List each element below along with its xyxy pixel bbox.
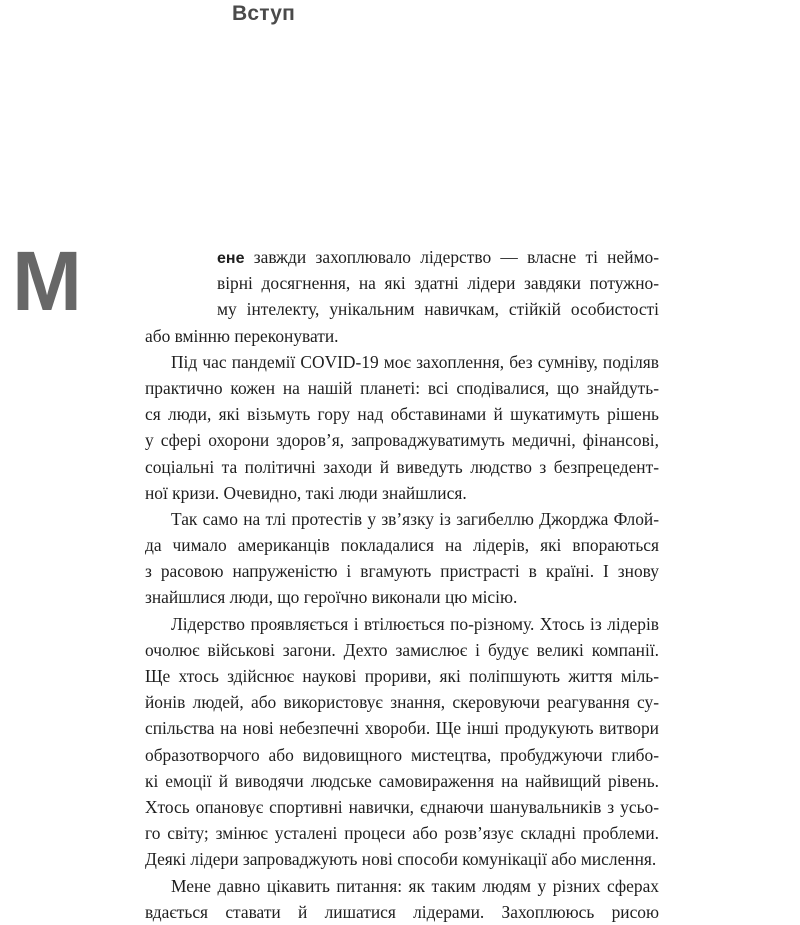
text-line-content: му інтелекту, унікальним навичкам, стійкій особистості [217,299,659,320]
text-line [145,637,659,663]
text-line-content: Лідерство проявляється і втілюється по-різному. Хтось із лідерів [171,613,659,634]
text-line-content: образотворчого або видовищного мистецтва, пробуджуючи глибо- [145,744,659,765]
chapter-title: Вступ [232,2,296,25]
text-line [145,558,659,584]
text-line-content: у сфері охорони здоров’я, запроваджуватимуть медичні, фінансові, [145,430,659,451]
text-line [145,689,659,715]
text-line [145,427,659,453]
text-line-content: вдається ставати й лишатися лідерами. Захоплююсь рисою [145,901,659,922]
text-line-content: йонів людей, або використовує знання, скеровуючи реагування су- [145,692,659,713]
text-line [145,715,659,741]
text-line [145,244,659,270]
text-line [145,663,659,689]
text-line [145,899,659,925]
body-text [145,244,659,925]
text-line [145,454,659,480]
text-line [145,532,659,558]
text-line-content: вірні досягнення, на які здатні лідери завдяки потужно- [217,273,659,294]
text-line-content: Так само на тлі протестів у зв’язку із загибеллю Джорджа Флой- [171,508,659,529]
drop-cap: М [12,234,82,328]
text-line-content: кі емоції й виводячи людське самовираження на найвищий рівень. [145,770,659,791]
text-line-content: соціальні та політичні заходи й виведуть людство з безпрецедент- [145,456,659,477]
text-line [145,584,659,610]
text-line [145,768,659,794]
text-line-content: ної кризи. Очевидно, такі люди знайшлися. [145,482,467,503]
text-line [145,820,659,846]
text-line-content: практично кожен на нашій планеті: всі сподівалися, що знайдуть- [145,377,659,398]
text-line [145,873,659,899]
text-line-content: да чимало американців покладалися на лідерів, які впораються [145,535,659,556]
text-line-content: знайшлися люди, що героїчно виконали цю місію. [145,587,518,608]
text-line-content: ся люди, які візьмуть гору над обставинами й шукатимуть рішень [145,404,659,425]
text-line [145,846,659,872]
text-line-content: Під час пандемії COVID-19 моє захоплення, без сумніву, поділяв [171,351,659,372]
text-line [145,375,659,401]
text-line [145,323,659,349]
text-line-content: Деякі лідери запроваджують нові способи комунікації або мислення. [145,849,657,870]
text-line [145,611,659,637]
text-line-content: з расовою напруженістю і вгамують пристрасті в країні. І знову [145,561,659,582]
text-line [145,742,659,768]
text-line-content: завжди захоплювало лідерство — власне ті неймо- [244,247,659,267]
text-line-content: очолює військові загони. Дехто замислює і будує великі компанії. [145,639,659,660]
text-line-content: спільства на нові небезпечні хвороби. Ще інші продукують витвори [145,718,659,739]
text-line-content: або вмінню переконувати. [145,325,339,346]
text-line [145,270,659,296]
text-line-content: Ще хтось здійснює наукові прориви, які поліпшують життя міль- [145,666,659,686]
text-line [145,296,659,322]
text-line-content: Мене давно цікавить питання: як таким людям у різних сферах [171,875,659,896]
text-line [145,401,659,427]
text-line [145,506,659,532]
text-line [145,794,659,820]
text-line [145,480,659,506]
text-line-content: Хтось опановує спортивні навички, єднаючи шанувальників з усьо- [145,796,659,817]
text-line [145,349,659,375]
lead-word: ене [217,250,245,267]
text-line-content: го світу; змінює усталені процеси або розв’язує складні проблеми. [145,823,659,844]
